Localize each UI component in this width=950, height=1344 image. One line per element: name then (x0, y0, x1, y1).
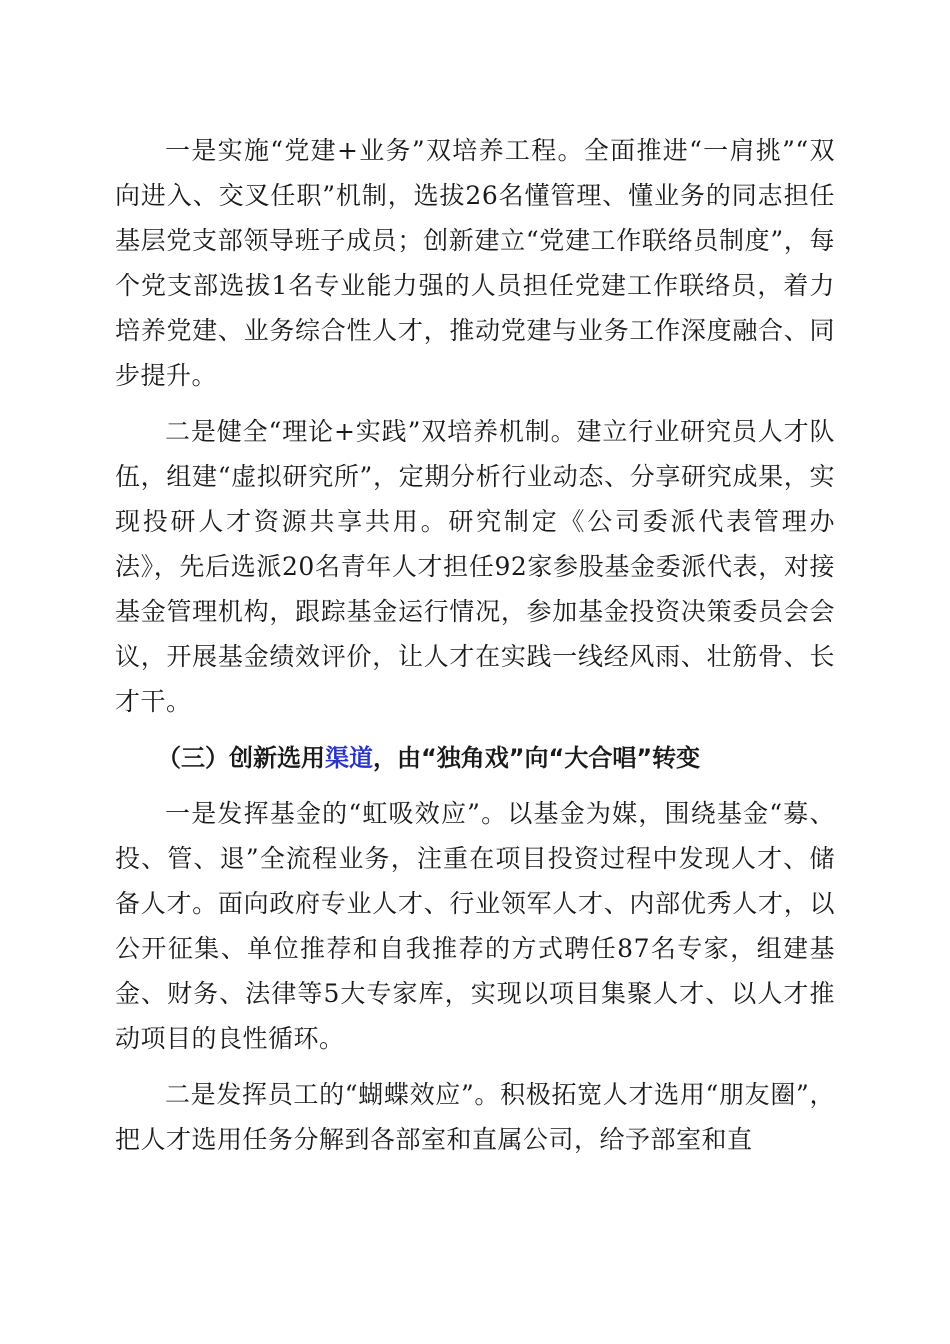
document-body (115, 128, 835, 1162)
paragraph-butterfly-effect: 二是发挥员工的“蝴蝶效应”。积极拓宽人才选用“朋友圈”，把人才选用任务分解到各部室和直属公司，给予部室和直 (115, 1080, 835, 1154)
heading-suffix: ，由“独角戏”向“大合唱”转变 (373, 744, 701, 772)
heading-prefix: （三）创新选用 (157, 744, 325, 772)
paragraph-siphon-effect: 一是发挥基金的“虹吸效应”。以基金为媒，围绕基金“募、投、管、退”全流程业务，注重在项目投资过程中发现人才、储备人才。面向政府专业人才、行业领军人才、内部优秀人才，以公开征集、单位推荐和自我推荐的方式聘任87名专家，组建基金、财务、法律等5大专家库，实现以项目集聚人才、以人才推动项目的良性循环。 (115, 799, 835, 1053)
paragraph-party-building: 一是实施“党建+业务”双培养工程。全面推进“一肩挑”“双向进入、交叉任职”机制，选拔26名懂管理、懂业务的同志担任基层党支部领导班子成员；创新建立“党建工作联络员制度”，每个党支部选拔1名专业能力强的人员担任党建工作联络员，着力培养党建、业务综合性人才，推动党建与业务工作深度融合、同步提升。 (115, 136, 835, 390)
section-heading-three (115, 736, 835, 781)
paragraph-theory-practice: 二是健全“理论+实践”双培养机制。建立行业研究员人才队伍，组建“虚拟研究所”，定期分析行业动态、分享研究成果，实现投研人才资源共享共用。研究制定《公司委派代表管理办法》，先后选派20名青年人才担任92家参股基金委派代表，对接基金管理机构，跟踪基金运行情况，参加基金投资决策委员会会议，开展基金绩效评价，让人才在实践一线经风雨、壮筋骨、长才干。 (115, 417, 835, 716)
heading-link-channel[interactable]: 渠道 (325, 744, 373, 772)
